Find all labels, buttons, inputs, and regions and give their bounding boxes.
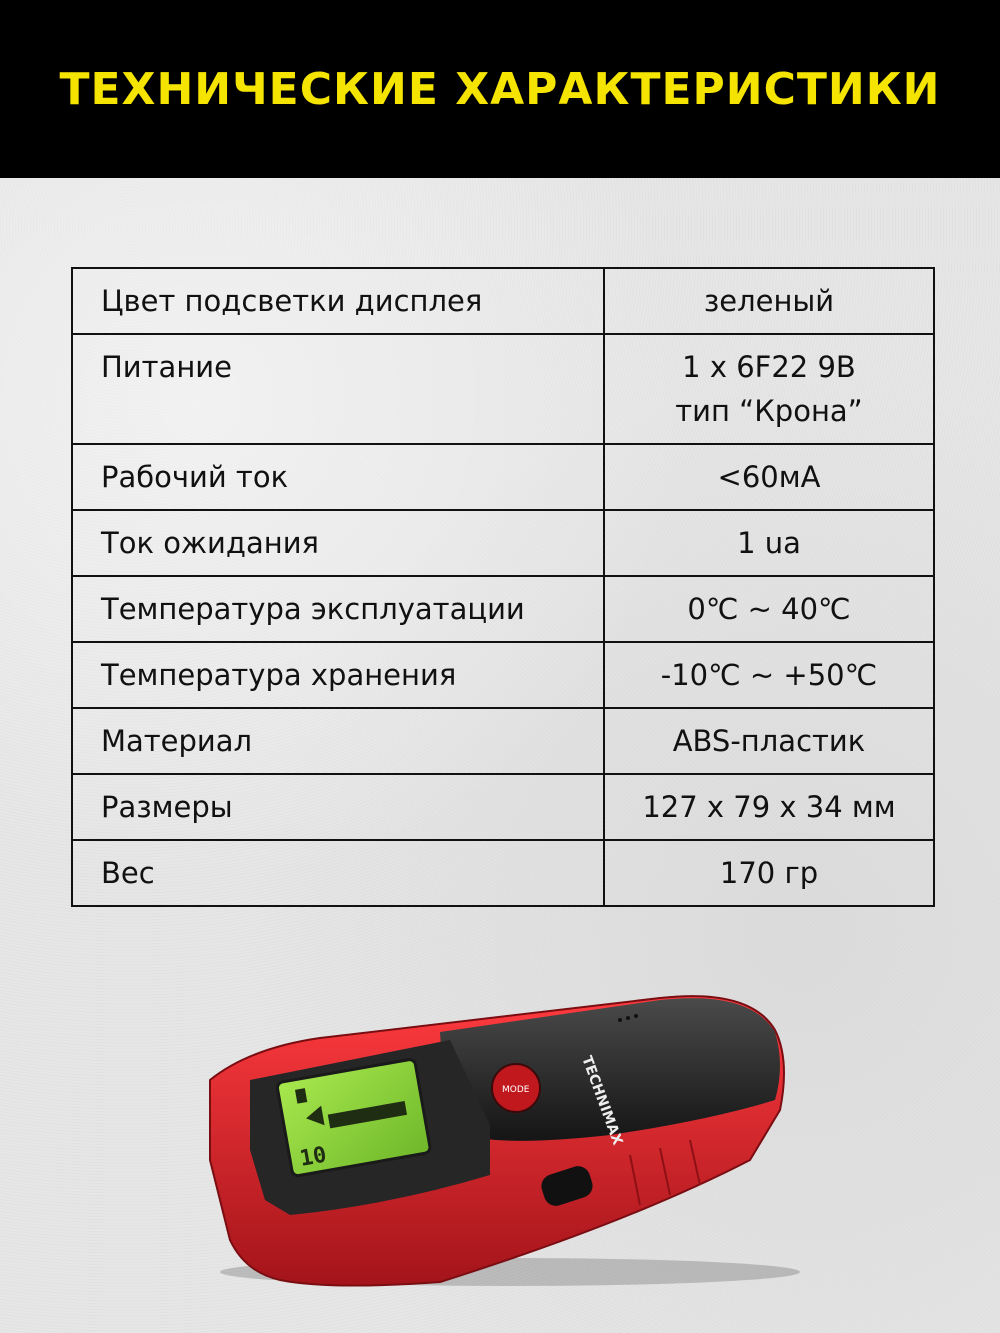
brand-logo: TECHNIMAX — [578, 1053, 626, 1148]
spec-name: Ток ожидания — [72, 510, 604, 576]
table-row — [72, 774, 934, 840]
table-row — [72, 708, 934, 774]
table-row — [72, 444, 934, 510]
table-row — [72, 268, 934, 334]
specs-table — [71, 267, 935, 907]
table-row — [72, 642, 934, 708]
spec-name: Материал — [72, 708, 604, 774]
table-row — [72, 576, 934, 642]
spec-name: Размеры — [72, 774, 604, 840]
spec-value: -10℃ ~ +50℃ — [604, 642, 934, 708]
lcd-reading: 10 — [297, 1142, 329, 1172]
spec-value-line: тип “Крона” — [675, 394, 863, 428]
spec-value: 0℃ ~ 40℃ — [604, 576, 934, 642]
spec-value-line: 1 x 6F22 9В — [682, 350, 856, 384]
table-row — [72, 334, 934, 444]
spec-value: 1 ua — [604, 510, 934, 576]
spec-name: Температура хранения — [72, 642, 604, 708]
spec-value: 127 х 79 х 34 мм — [604, 774, 934, 840]
spec-name: Вес — [72, 840, 604, 906]
spec-value: <60мА — [604, 444, 934, 510]
spec-name: Температура эксплуатации — [72, 576, 604, 642]
table-row — [72, 510, 934, 576]
spec-value — [604, 334, 934, 444]
spec-name: Рабочий ток — [72, 444, 604, 510]
header-banner — [0, 0, 1000, 178]
spec-value: 170 гр — [604, 840, 934, 906]
mode-button-label: MODE — [502, 1085, 530, 1095]
spec-value: зеленый — [604, 268, 934, 334]
spec-name: Питание — [72, 334, 604, 444]
spec-name: Цвет подсветки дисплея — [72, 268, 604, 334]
page-title: ТЕХНИЧЕСКИЕ ХАРАКТЕРИСТИКИ — [59, 63, 941, 115]
spec-value: ABS-пластик — [604, 708, 934, 774]
table-row — [72, 840, 934, 906]
stud-detector-image — [190, 960, 810, 1290]
